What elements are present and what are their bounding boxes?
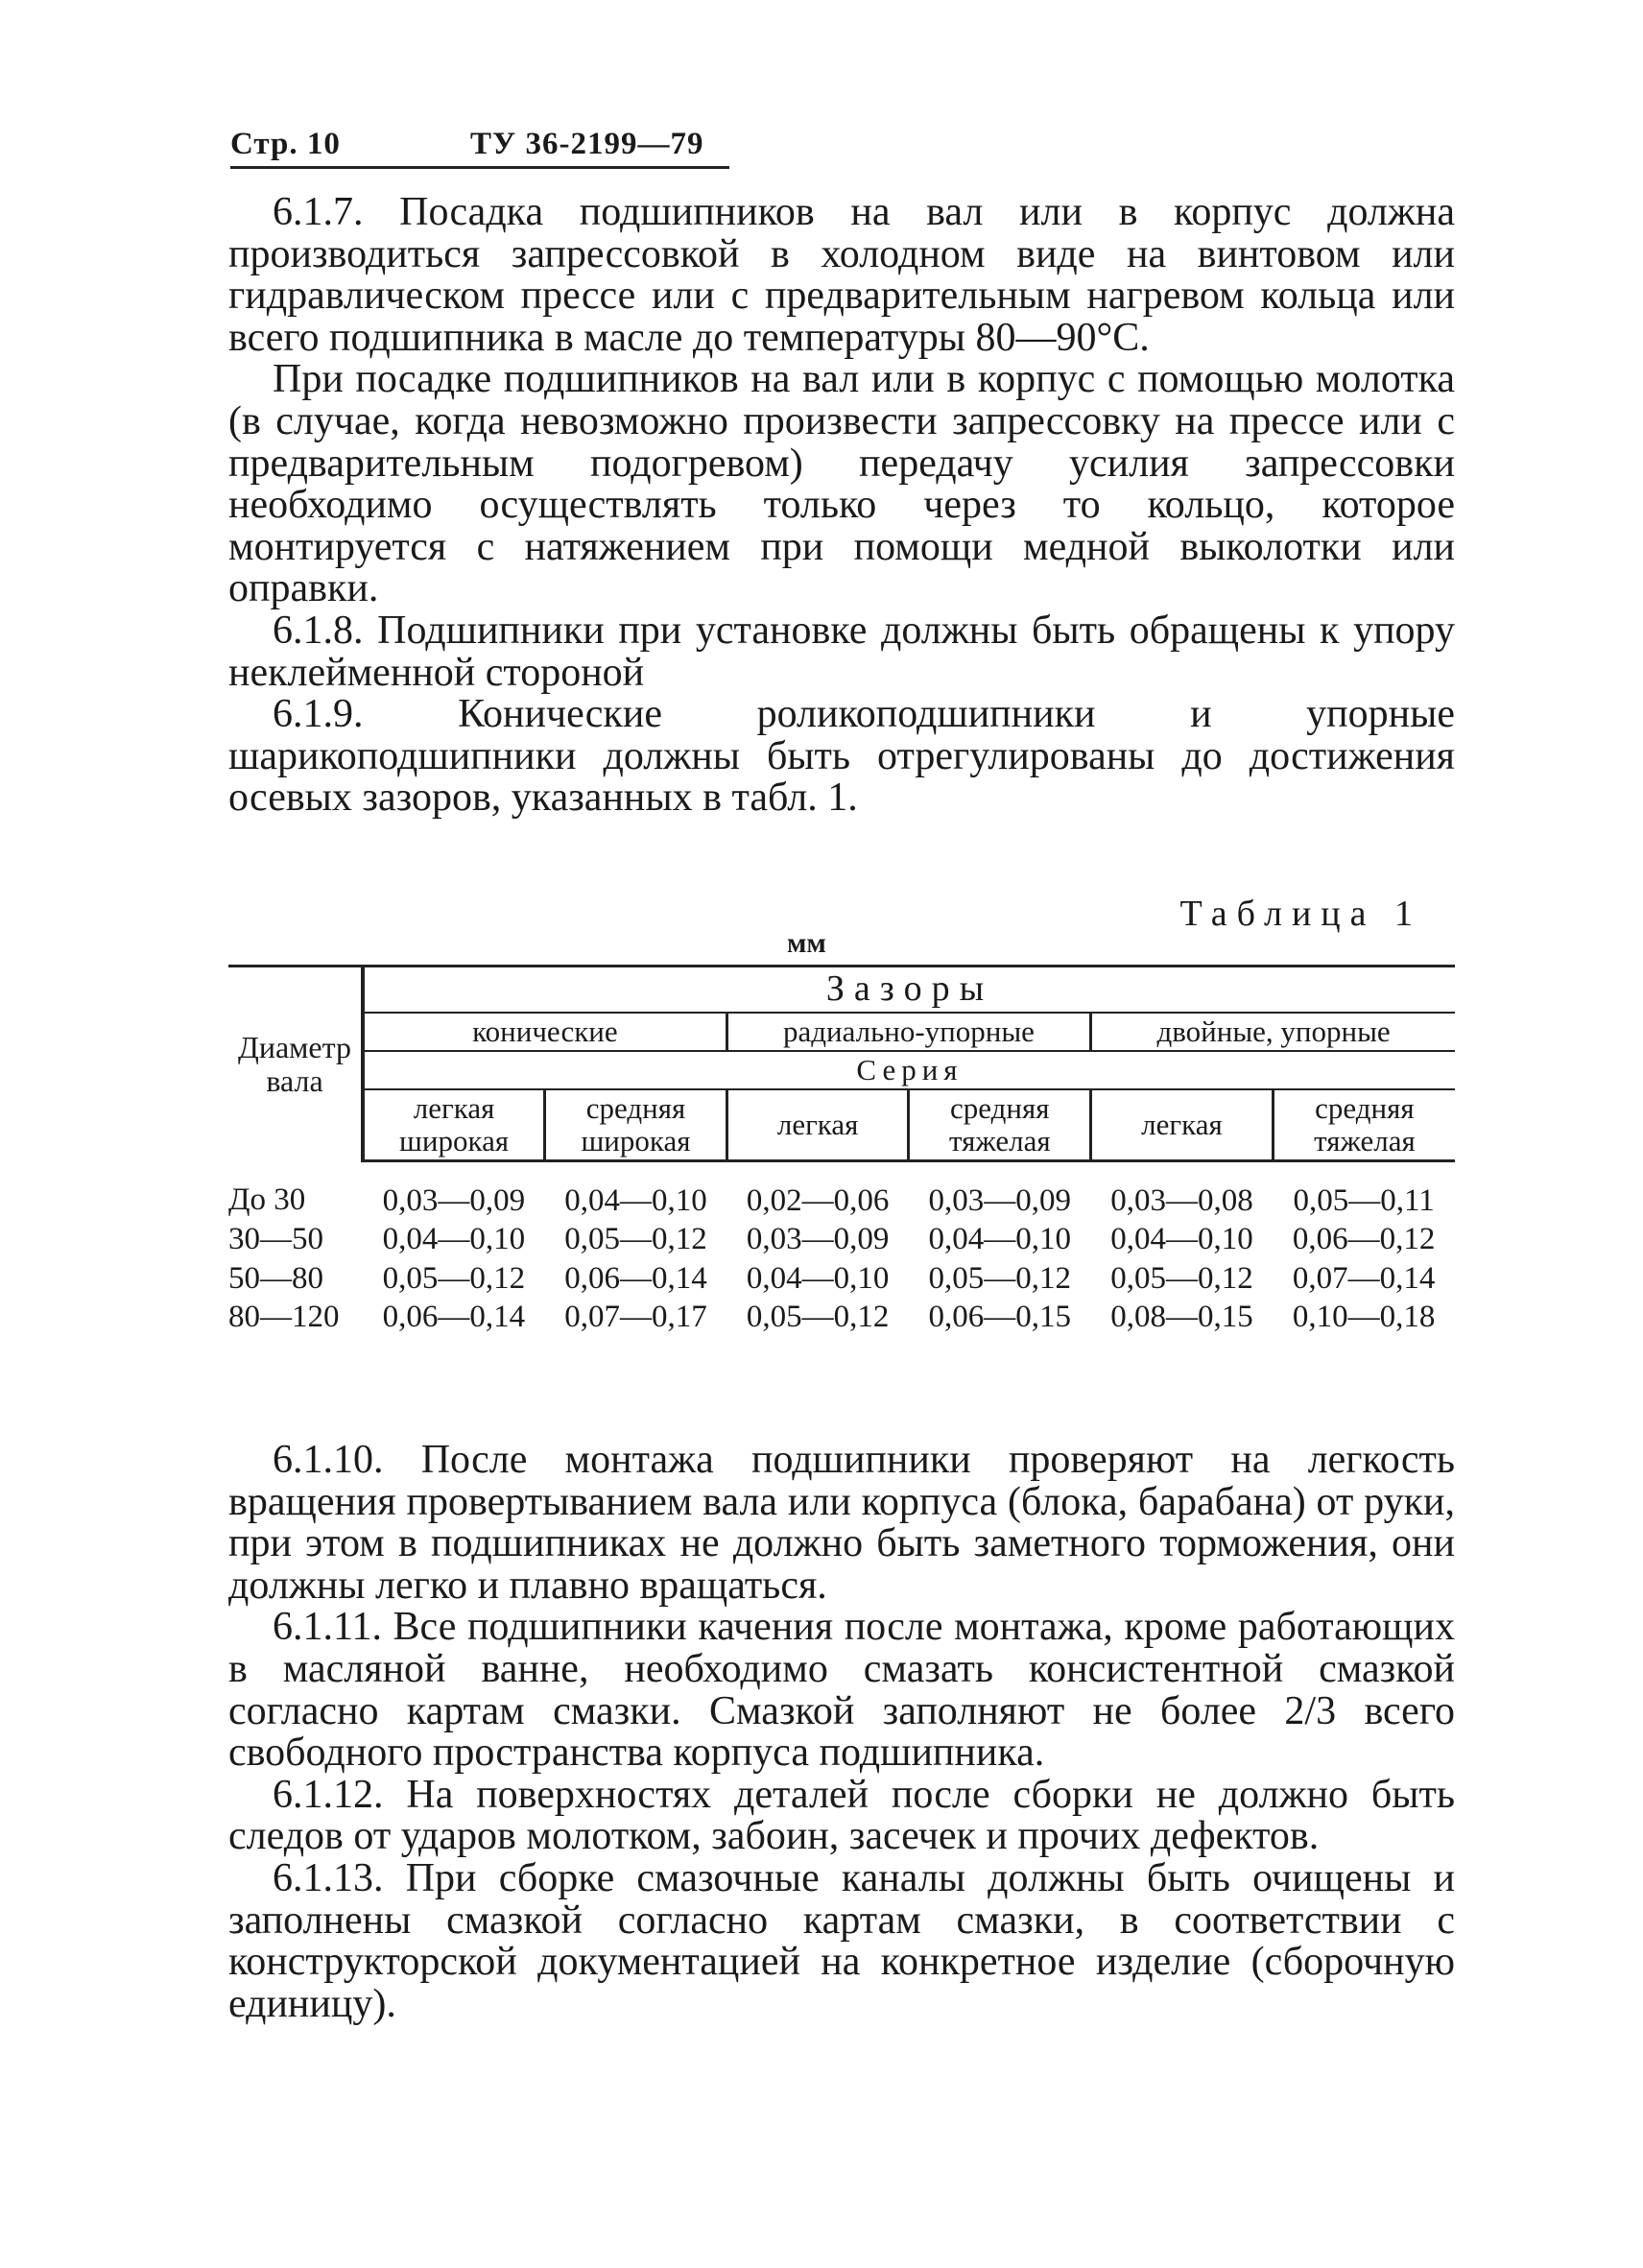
table-row [228,1161,1455,1221]
table-row [228,1298,1455,1336]
series-header: средняя тяжелая [1273,1089,1455,1161]
paragraph-6-1-9: 6.1.9. Конические роликоподшипники и упорные шарикоподшипники должны быть отрегулированы до достижения осевых зазоров, указанных в табл. 1. [228,692,1455,821]
table-cell: 0,04—0,10 [928,1222,1072,1257]
series-header: средняя широкая [545,1089,727,1161]
column-header-diameter: Диаметр вала [228,967,363,1161]
body-text-bottom [228,1440,1455,2025]
paragraph-6-1-11: 6.1.11. Все подшипники качения после монтажа, кроме работающих в масляной ванне, необходимо смазать консистентной смазкой согласно картам смазки. Смазкой заполняют не более 2/3 всего свободного пространства корпуса подшипника. [228,1605,1455,1776]
paragraph-6-1-13: 6.1.13. При сборке смазочные каналы должны быть очищены и заполнены смазкой согласно картам смазки, в соответствии с конструкторской документацией на конкретное изделие (сборочную единицу). [228,1855,1455,2026]
table-cell: 0,03—0,09 [928,1183,1072,1219]
table-cell: 0,03—0,09 [382,1183,526,1219]
table-units: мм [787,927,826,959]
document-code: ТУ 36-2199—79 [470,127,704,161]
page-number: Стр. 10 [230,127,341,161]
row-label: До 30 [228,1182,306,1218]
paragraph-hammer-fitting: При посадке подшипников на вал или в корпус с помощью молотка (в случае, когда невозможно произвести запрессовку на прессе или с предварительным подогревом) передачу усилия запрессовки необходимо осуществлять только через то кольцо, которое монтируется с натяжением при помощи медной выколотки или оправки. [228,357,1455,611]
clearance-table [228,965,1455,1336]
table-cell: 0,05—0,12 [746,1300,890,1335]
table-cell: 0,04—0,10 [746,1260,890,1296]
paragraph-6-1-10: 6.1.10. После монтажа подшипники проверяют на легкость вращения провертыванием вала или корпуса (блока, барабана) от руки, при этом в подшипниках не должно быть заметного торможения, они должны легко и плавно вращаться. [228,1438,1455,1608]
table-cell: 0,04—0,10 [1110,1222,1253,1257]
table-cell: 0,07—0,14 [1292,1260,1436,1296]
table-cell: 0,06—0,12 [1292,1222,1436,1257]
table-cell: 0,06—0,14 [382,1300,526,1335]
paragraph-6-1-8: 6.1.8. Подшипники при установке должны быть обращены к упору неклейменной стороной [228,608,1455,695]
row-label: 30—50 [228,1222,323,1257]
table-cell: 0,05—0,12 [564,1222,707,1257]
table-cell: 0,05—0,12 [1110,1260,1253,1296]
table-cell: 0,05—0,12 [382,1260,526,1296]
table-cell: 0,08—0,15 [1110,1300,1253,1335]
paragraph-6-1-7: 6.1.7. Посадка подшипников на вал или в корпус должна производиться запрессовкой в холодном виде на винтовом или гидравлическом прессе или с предварительным нагревом кольца или всего подшипника в масле до температуры 80—90°С. [228,190,1455,360]
table-cell: 0,03—0,09 [746,1222,890,1257]
table-cell: 0,10—0,18 [1292,1300,1436,1335]
series-header: легкая [1091,1089,1274,1161]
page-header [230,123,729,169]
body-text-top [228,192,1455,820]
header-rule [230,166,729,169]
table-row [228,1220,1455,1258]
table-cell: 0,06—0,14 [564,1260,707,1296]
table-cell: 0,05—0,12 [928,1260,1072,1296]
table-cell: 0,04—0,10 [382,1222,526,1257]
table-cell: 0,03—0,08 [1110,1183,1253,1219]
paragraph-6-1-12: 6.1.12. На поверхностях деталей после сборки не должно быть следов от ударов молотком, забоин, засечек и прочих дефектов. [228,1772,1455,1859]
table-cell: 0,05—0,11 [1293,1183,1435,1219]
table-row [228,1259,1455,1298]
table-cell: 0,06—0,15 [928,1300,1072,1335]
column-type-double-thrust: двойные, упорные [1091,1013,1455,1051]
series-header: средняя тяжелая [909,1089,1091,1161]
column-type-conical: конические [363,1013,726,1051]
table-cell: 0,07—0,17 [564,1300,707,1335]
series-header: легкая [726,1089,909,1161]
row-label: 80—120 [228,1300,340,1335]
column-group-clearances: Зазоры [363,967,1455,1013]
table-caption: Таблица 1 [1179,894,1422,934]
table-cell: 0,02—0,06 [746,1183,890,1219]
column-type-radial-thrust: радиально-упорные [726,1013,1090,1051]
series-header: легкая широкая [363,1089,545,1161]
column-header-series: Серия [363,1051,1455,1089]
row-label: 50—80 [228,1260,323,1296]
table-cell: 0,04—0,10 [564,1183,707,1219]
